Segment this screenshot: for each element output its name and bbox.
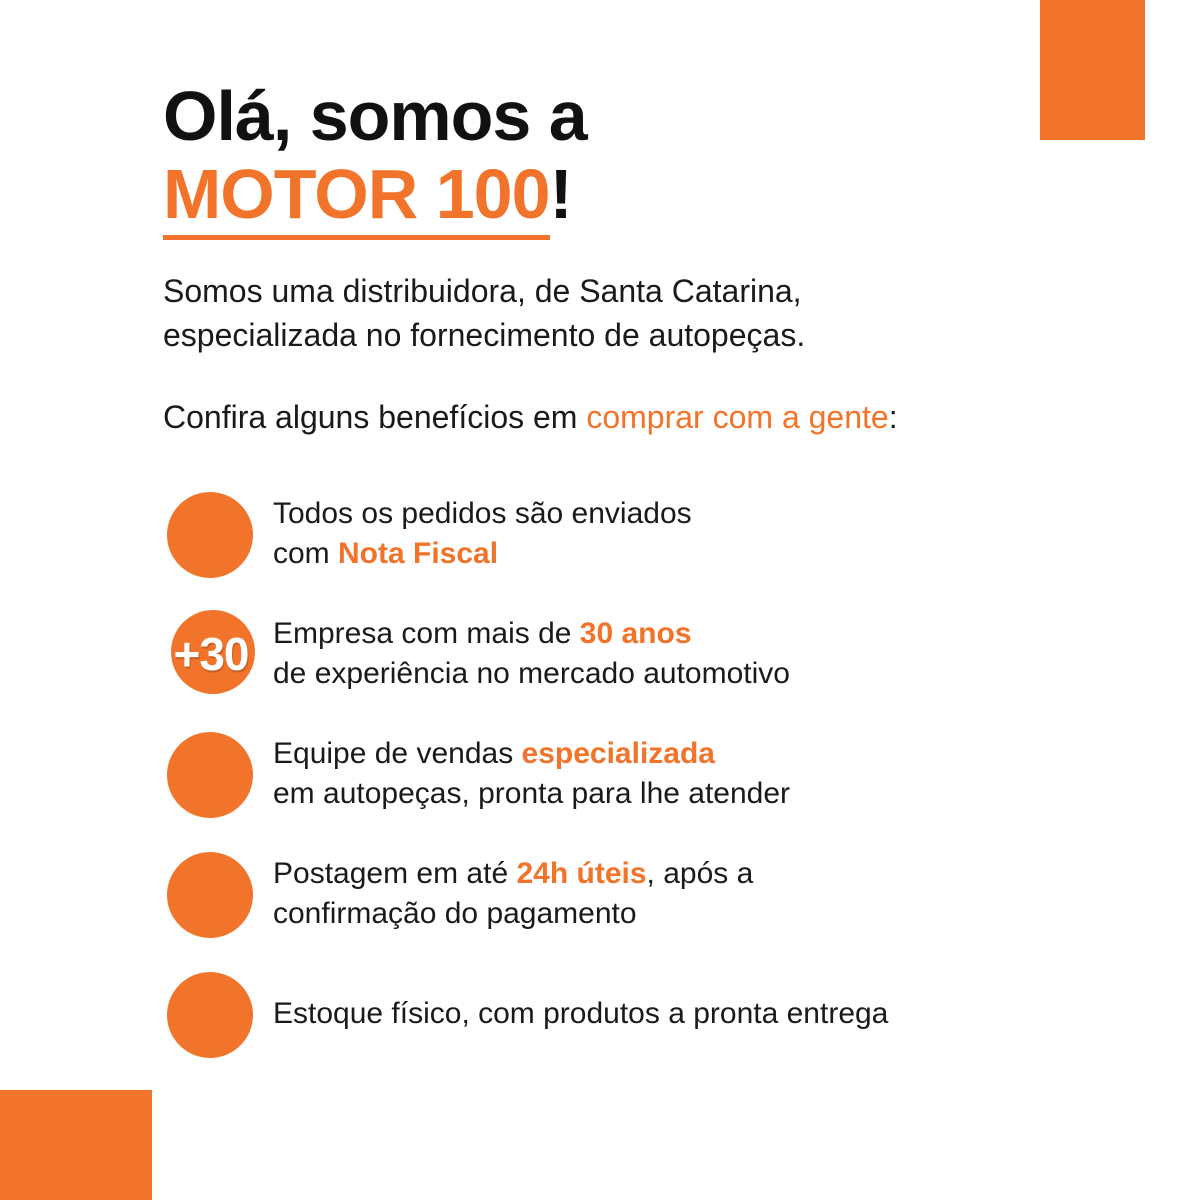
benefit-4-line-2: confirmação do pagamento bbox=[273, 897, 637, 931]
headset-agent-icon bbox=[163, 726, 259, 822]
benefit-1-highlight: Nota Fiscal bbox=[338, 537, 499, 571]
headline-line-1: Olá, somos a bbox=[163, 77, 587, 155]
list-item bbox=[163, 482, 1163, 586]
benefit-3-line-1-prefix: Equipe de vendas bbox=[273, 737, 522, 771]
page-content bbox=[163, 0, 1163, 1082]
benefit-text bbox=[273, 614, 790, 694]
benefit-2-line-2: de experiência no mercado automotivo bbox=[273, 657, 790, 691]
brand-name: MOTOR 100 bbox=[163, 155, 550, 240]
benefits-lead-in bbox=[163, 399, 1163, 436]
list-item bbox=[163, 962, 1163, 1066]
intro-paragraph bbox=[163, 269, 1163, 357]
benefit-2-line-1-prefix: Empresa com mais de bbox=[273, 617, 580, 651]
benefit-3-line-2: em autopeças, pronta para lhe atender bbox=[273, 777, 791, 811]
benefit-text bbox=[273, 494, 692, 574]
benefit-4-line-1-prefix: Postagem em até bbox=[273, 857, 517, 891]
benefit-text bbox=[273, 994, 888, 1034]
benefits-lead-suffix: : bbox=[888, 399, 898, 436]
badge-number: +30 bbox=[173, 628, 249, 681]
headline-exclamation: ! bbox=[549, 154, 572, 233]
package-stopwatch-icon bbox=[163, 846, 259, 942]
benefit-text bbox=[273, 734, 790, 814]
benefit-1-line-1: Todos os pedidos são enviados bbox=[273, 497, 692, 531]
benefits-list bbox=[163, 482, 1163, 1066]
plus-thirty-badge-icon bbox=[163, 606, 259, 702]
decorative-square-bottom-left bbox=[0, 1090, 152, 1200]
benefit-text bbox=[273, 854, 753, 934]
benefits-lead-prefix: Confira alguns benefícios em bbox=[163, 399, 587, 436]
page-title bbox=[163, 0, 1163, 231]
clipboard-check-icon bbox=[163, 966, 259, 1062]
benefit-1-line-2-prefix: com bbox=[273, 537, 339, 571]
benefit-4-line-1-suffix: , após a bbox=[646, 857, 754, 891]
benefit-4-highlight: 24h úteis bbox=[516, 857, 647, 891]
list-item bbox=[163, 842, 1163, 946]
list-item bbox=[163, 602, 1163, 706]
list-item bbox=[163, 722, 1163, 826]
benefit-5-line-1: Estoque físico, com produtos a pronta entrega bbox=[273, 997, 889, 1031]
benefit-3-highlight: especializada bbox=[521, 737, 715, 771]
intro-line-2: especializada no fornecimento de autopeças. bbox=[163, 317, 806, 354]
intro-line-1: Somos uma distribuidora, de Santa Catarina, bbox=[163, 273, 802, 309]
receipt-icon bbox=[163, 486, 259, 582]
headline-line-2 bbox=[163, 154, 572, 233]
benefits-lead-highlight: comprar com a gente bbox=[586, 399, 889, 436]
benefit-2-highlight: 30 anos bbox=[579, 617, 692, 651]
